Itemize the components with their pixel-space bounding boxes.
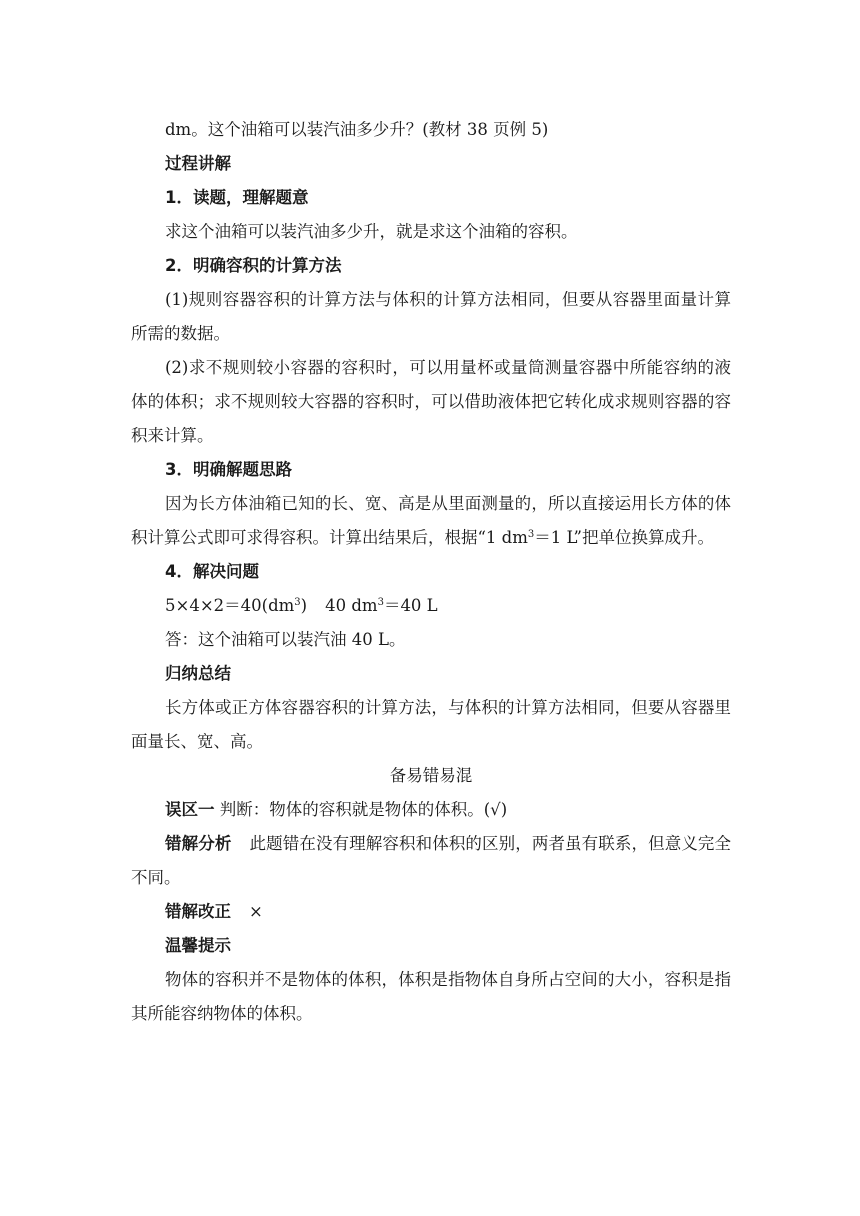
calc-part-d: ＝40 L [383, 596, 438, 615]
error-correction [131, 895, 731, 929]
step2-paragraph-1-text: (1)规则容器容积的计算方法与体积的计算方法相同，但要从容器里面量计算所需的数据。 [131, 290, 731, 343]
error-zone-1 [131, 793, 731, 827]
errors-section-title: 备易错易混 [389, 766, 473, 785]
summary-heading: 归纳总结 [165, 664, 231, 683]
error-analysis [131, 827, 731, 895]
summary-text: 长方体或正方体容器容积的计算方法，与体积的计算方法相同，但要从容器里面量长、宽、高。 [131, 698, 731, 751]
superscript: 3 [527, 529, 535, 540]
error-zone-label: 误区一 [165, 800, 215, 819]
summary-paragraph [131, 691, 731, 759]
error-correction-text: × [249, 902, 263, 921]
error-zone-text: 判断：物体的容积就是物体的体积。(√) [219, 800, 508, 819]
step2-paragraph-1 [131, 283, 731, 351]
problem-tail: dm。这个油箱可以装汽油多少升？(教材 38 页例 5) [165, 120, 549, 139]
calc-part-a: 5×4×2＝40(dm [165, 596, 295, 615]
step1-text: 求这个油箱可以装汽油多少升，就是求这个油箱的容积。 [165, 222, 578, 241]
process-heading: 过程讲解 [165, 154, 231, 173]
calc-sup-1: 3 [294, 597, 301, 608]
step3-text-b: ＝1 L”把单位换算成升。 [534, 528, 714, 547]
step4-title: 4．解决问题 [165, 562, 259, 581]
error-analysis-text: 此题错在没有理解容积和体积的区别，两者虽有联系，但意义完全不同。 [131, 834, 732, 887]
step4-calculation [131, 589, 731, 623]
step2-paragraph-2 [131, 351, 731, 453]
document-page [131, 113, 731, 1031]
step3-title: 3．明确解题思路 [165, 460, 292, 479]
step3-text-a: 因为长方体油箱已知的长、宽、高是从里面测量的，所以直接运用长方体的体积计算公式即可求得容积。计算出结果后，根据“1 dm [131, 494, 731, 547]
error-analysis-label: 错解分析 [165, 834, 232, 853]
step4-answer: 答：这个油箱可以装汽油 40 L。 [165, 630, 406, 649]
calc-part-b: ) [300, 596, 308, 615]
step2-title: 2．明确容积的计算方法 [165, 256, 342, 275]
calc-part-c: 40 dm [325, 596, 378, 615]
tip-heading: 温馨提示 [165, 936, 231, 955]
step2-paragraph-2-text: (2)求不规则较小容器的容积时，可以用量杯或量筒测量容器中所能容纳的液体的体积；求不规则较大容器的容积时，可以借助液体把它转化成求规则容器的容积来计算。 [131, 358, 731, 445]
tip-paragraph [131, 963, 731, 1031]
calc-sup-2: 3 [377, 597, 384, 608]
error-correction-label: 错解改正 [165, 902, 231, 921]
step3-paragraph [131, 487, 731, 555]
tip-text: 物体的容积并不是物体的体积，体积是指物体自身所占空间的大小，容积是指其所能容纳物体的体积。 [131, 970, 731, 1023]
step1-title: 1．读题，理解题意 [165, 188, 309, 207]
